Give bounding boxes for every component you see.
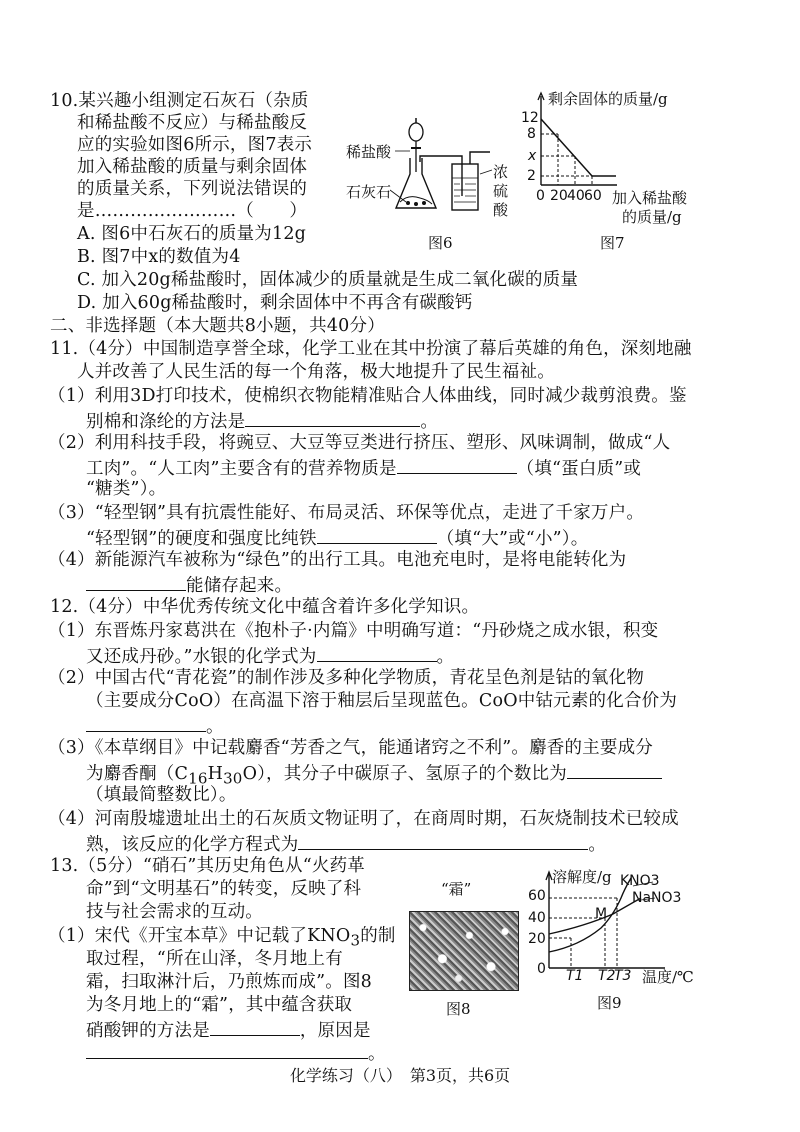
q11-stem-1: 11.（4分）中国制造享誉全球，化学工业在其中扮演了幕后英雄的角色，深刻地融 [50,339,692,359]
frost-photo [409,911,519,991]
fig9-y-tick-20: 20 [528,931,546,947]
fig7-y-tick-8: 8 [527,126,536,142]
fig7-y-title: 剩余固体的质量/g [548,90,668,108]
q13-1-line-3: 霜，扫取淋汁后，乃煎炼而成”。图8 [86,972,372,992]
fig8-caption: 图8 [446,1000,471,1018]
fig9-caption: 图9 [597,994,622,1012]
answer-blank-12-2[interactable] [86,713,206,732]
q13-stem-1: 13.（5分）“硝石”其历史角色从“火药革 [50,856,366,876]
q10-option-a: A. 图6中石灰石的质量为12g [77,224,307,244]
q10-option-d: D. 加入60g稀盐酸时，剩余固体中不再含有碳酸钙 [77,293,473,313]
q13-1-line-6: 。 [86,1040,386,1065]
q11-2-line-1: （2）利用科技手段，将豌豆、大豆等豆类进行挤压、塑形、风味调制，做成“人 [48,433,671,453]
q10-line-6: 是……………………（ ） [77,201,308,221]
fig9-solubility-graph [545,870,685,970]
q12-2-line-3: 。 [86,713,224,738]
fig7-y-tick-x: x [528,148,537,164]
q13-stem-3: 技与社会需求的互动。 [86,902,263,922]
page-footer: 化学练习（八） 第3页，共6页 [289,1066,511,1085]
q12-stem: 12.（4分）中华优秀传统文化中蕴含着许多化学知识。 [50,597,480,617]
fig7-x-title-2: 的质量/g [622,208,682,226]
fig9-y-tick-40: 40 [528,910,546,926]
q10-line-1: 10.某兴趣小组测定石灰石（杂质 [50,91,309,111]
q11-4-line-2: 能储存起来。 [86,572,292,597]
fig9-nano3-label: NaNO3 [632,890,682,906]
q10-line-5: 的质量关系，下列说法错误的 [77,179,308,199]
answer-blank-12-3[interactable] [567,760,662,779]
limestone-label: 石灰石 [346,183,392,201]
answer-blank-13-1b[interactable] [86,1040,368,1059]
apparatus-drawing [340,118,510,218]
q11-3-line-1: （3）“轻型钢”具有抗震性能好、布局灵活、环保等优点，走进了千家万户。 [48,503,645,523]
fig7-graph [538,90,618,190]
fig9-point-m: M [595,906,608,922]
answer-blank-11-2[interactable] [397,455,517,474]
q12-3-line-2: 为麝香酮$(C_{16}H_{30}O)$，其分子中碳原子、氢原子的个数比为 [86,760,662,790]
fig7-caption: 图7 [600,234,625,252]
q11-stem-2: 人并改善了人民生活的每一个角落，极大地提升了民生福祉。 [77,362,555,382]
q10-line-4: 加入稀盐酸的质量与剩余固体 [77,157,308,177]
q10-option-b: B. 图7中x的数值为4 [77,247,241,267]
fig6-caption: 图6 [428,234,453,252]
section-title: 二、非选择题（本大题共8小题，共40分） [50,316,385,336]
q10-option-c: C. 加入20g稀盐酸时，固体减少的质量就是生成二氧化碳的质量 [77,270,579,290]
answer-blank-11-4[interactable] [86,572,186,591]
fig9-x-title: 温度/℃ [642,968,694,986]
fig7-y-tick-2: 2 [527,168,536,184]
fig7-y-tick-12: 12 [521,110,539,126]
q11-3-line-2: “轻型钢”的硬度和强度比纯铁 （填“大”或“小”）。 [86,525,588,550]
q13-1-line-5: 硝酸钾的方法是 ，原因是 [86,1017,371,1042]
sulfuric-label: 浓 硫 酸 [493,163,509,219]
q11-1-line-2: 别棉和涤纶的方法是 。 [86,408,438,433]
q10-line-3: 应的实验如图6所示，图7表示 [77,135,313,155]
fig9-x-tick-t1: T1 [566,968,584,984]
answer-blank-11-3[interactable] [317,525,437,544]
answer-blank-11-1[interactable] [245,408,420,427]
answer-blank-12-1[interactable] [317,643,437,662]
q11-1-line-1: （1）利用3D打印技术，使棉织衣物能精准贴合人体曲线，同时减少裁剪浪费。鉴 [48,386,687,406]
acid-label: 稀盐酸 [346,143,392,161]
q12-1-line-2: 又还成丹砂。”水银的化学式为 。 [86,643,454,668]
fig9-x-tick-t2: T2 [598,968,616,984]
answer-blank-13-1a[interactable] [210,1017,300,1036]
q10-line-2: 和稀盐酸不反应）与稀盐酸反 [77,113,308,133]
q13-stem-2: 命”到“文明基石”的转变，反映了科 [86,879,362,899]
q11-4-line-1: （4）新能源汽车被称为“绿色”的出行工具。电池充电时，是将电能转化为 [48,550,627,570]
fig7-x-tick-20: 20 [550,188,568,204]
fig9-kno3-label: KNO3 [620,873,660,889]
fig7-x-tick-60: 60 [584,188,602,204]
q13-1-line-1: （1）宋代《开宝本草》中记载了$KNO_3$的制 [48,926,396,950]
fig9-x-tick-t3: T3 [614,968,632,984]
fig7-x-title-1: 加入稀盐酸 [612,189,688,207]
q12-2-line-2: （主要成分CoO）在高温下溶于釉层后呈现蓝色。CoO中钴元素的化合价为 [86,691,678,711]
fig7-x-tick-40: 40 [567,188,585,204]
answer-blank-12-4[interactable] [298,831,588,850]
q12-4-line-2: 熟，该反应的化学方程式为 。 [86,831,606,856]
q13-1-line-2: 取过程，“所在山泽，冬月地上有 [86,949,343,969]
q13-1-line-4: 为冬月地上的“霜”，其中蕴含获取 [86,995,353,1015]
q12-3-line-3: （填最简整数比）。 [86,785,237,805]
fig9-y-title: 溶解度/g [552,868,612,886]
q12-2-line-1: （2）中国古代“青花瓷”的制作涉及多种化学物质，青花呈色剂是钴的氧化物 [48,668,645,688]
q11-2-line-3: “糖类”）。 [86,479,167,499]
q12-3-line-1: （3）《本草纲目》中记载麝香“芳香之气，能通诸窍之不利”。麝香的主要成分 [48,738,653,758]
fig9-y-tick-60: 60 [528,888,546,904]
fig9-y-tick-0: 0 [537,961,546,977]
fig7-x-tick-0: 0 [536,188,545,204]
q12-1-line-1: （1）东晋炼丹家葛洪在《抱朴子·内篇》中明确写道：“丹砂烧之成水银，积变 [48,621,659,641]
q12-4-line-1: （4）河南殷墟遗址出土的石灰质文物证明了，在商周时期，石灰烧制技术已较成 [48,809,679,829]
q11-2-line-2: 工肉”。“人工肉”主要含有的营养物质是 （填“蛋白质”或 [86,455,641,480]
fig8-label: “霜” [441,880,472,898]
